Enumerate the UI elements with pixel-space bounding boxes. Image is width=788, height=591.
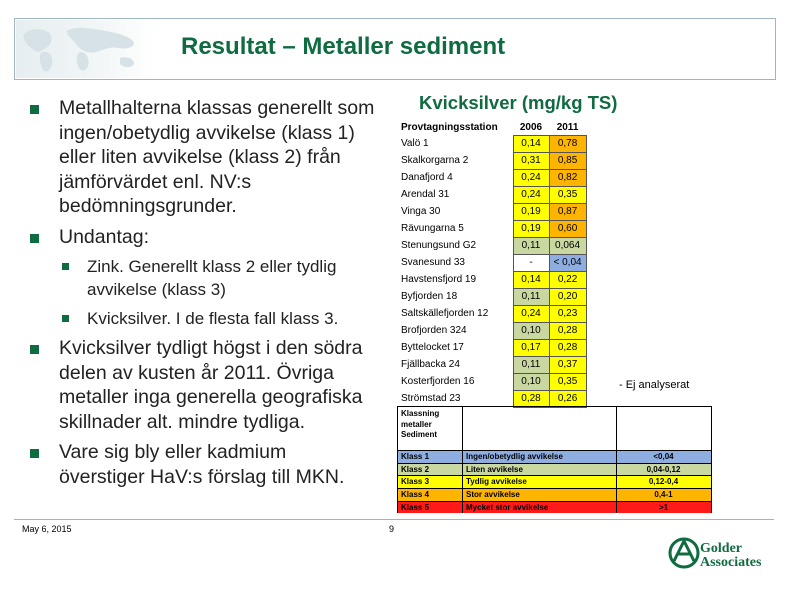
table-row	[397, 322, 586, 339]
value-2006: 0,11	[513, 288, 549, 305]
legend-row	[398, 475, 711, 488]
bullet-list	[30, 96, 375, 495]
golder-logo-icon	[668, 535, 700, 571]
value-2006: 0,14	[513, 271, 549, 288]
value-2011: 0,37	[549, 356, 586, 373]
legend-description: Mycket stor avvikelse	[466, 502, 549, 512]
legend-class: Klass 5	[401, 502, 430, 512]
table-row	[397, 135, 586, 152]
station-name: Brofjorden 324	[401, 325, 467, 336]
value-2011: 0,87	[549, 203, 586, 220]
not-analysed-note: - Ej analyserat	[619, 379, 690, 391]
value-2011: 0,26	[549, 390, 586, 407]
page-number: 9	[389, 524, 395, 534]
bullet-square-icon	[30, 105, 39, 114]
legend-range: >1	[658, 502, 669, 512]
logo-text-associates: Associates	[700, 555, 762, 570]
legend-range: 0,4-1	[654, 490, 673, 500]
value-2011: 0,20	[549, 288, 586, 305]
table-row	[397, 271, 586, 288]
station-name: Byttelocket 17	[401, 342, 464, 353]
bullet-square-icon	[62, 263, 69, 270]
value-2011: 0,28	[549, 339, 586, 356]
table-row	[397, 220, 586, 237]
table-row	[397, 288, 586, 305]
mercury-table-title: Kvicksilver (mg/kg TS)	[419, 92, 618, 113]
value-2011: 0,28	[549, 322, 586, 339]
world-map-graphic	[16, 20, 156, 78]
legend-class: Klass 2	[401, 464, 430, 474]
mercury-table	[397, 120, 587, 408]
value-2006: -	[513, 254, 549, 271]
table-row	[397, 186, 586, 203]
station-name: Rävungarna 5	[401, 223, 464, 234]
value-2011: < 0,04	[549, 254, 586, 271]
value-2011: 0,064	[549, 237, 586, 254]
station-name: Skalkorgarna 2	[401, 155, 469, 166]
station-name: Valö 1	[401, 138, 429, 149]
bullet-square-icon	[30, 234, 39, 243]
value-2006: 0,24	[513, 169, 549, 186]
table-row	[397, 356, 586, 373]
column-header-2011: 2011	[556, 121, 579, 133]
station-name: Vinga 30	[401, 206, 441, 217]
value-2006: 0,11	[513, 356, 549, 373]
footer-date: May 6, 2015	[22, 524, 72, 534]
value-2011: 0,35	[549, 373, 586, 390]
bullet-item: Metallhalterna klassas generellt som ingen/obetydlig avvikelse (klass 1) eller liten avvikelse (klass 2) från jämförvärdet enl. NV:s bedömningsgrunder.	[30, 96, 375, 219]
sub-bullet-item: Zink. Generellt klass 2 eller tydlig avvikelse (klass 3)	[62, 255, 375, 301]
value-2011: 0,60	[549, 220, 586, 237]
station-name: Saltskällefjorden 12	[401, 308, 489, 319]
legend-range: 0,04-0,12	[646, 464, 681, 474]
legend-description: Liten avvikelse	[466, 464, 523, 474]
legend-class: Klass 4	[401, 490, 430, 500]
value-2006: 0,10	[513, 373, 549, 390]
station-name: Svanesund 33	[401, 257, 465, 268]
legend-range: <0,04	[653, 452, 674, 461]
value-2011: 0,22	[549, 271, 586, 288]
station-name: Danafjord 4	[401, 172, 453, 183]
station-name: Stenungsund G2	[401, 240, 477, 251]
station-name: Havstensfjord 19	[401, 274, 477, 285]
bullet-square-icon	[62, 315, 69, 322]
bullet-item: Kvicksilver tydligt högst i den södra delen av kusten år 2011. Övriga metaller inga generella geografiska skillnader alt. mindre tydliga.	[30, 336, 375, 434]
table-row	[397, 373, 586, 390]
table-header-row	[397, 120, 586, 135]
value-2006: 0,17	[513, 339, 549, 356]
value-2006: 0,19	[513, 203, 549, 220]
legend-description: Stor avvikelse	[466, 490, 520, 500]
legend-class: Klass 3	[401, 477, 430, 487]
bullet-item: Vare sig bly eller kadmium överstiger HaV:s förslag till MKN.	[30, 440, 375, 489]
station-name: Kosterfjorden 16	[401, 376, 475, 387]
value-2006: 0,24	[513, 186, 549, 203]
value-2006: 0,19	[513, 220, 549, 237]
golder-logo	[668, 535, 776, 579]
bullet-square-icon	[30, 345, 39, 354]
table-row	[397, 254, 586, 271]
logo-text-golder: Golder	[700, 541, 742, 556]
page-title: Resultat – Metaller sediment	[181, 33, 506, 60]
slide-header	[14, 18, 776, 80]
value-2011: 0,82	[549, 169, 586, 186]
value-2011: 0,23	[549, 305, 586, 322]
table-row	[397, 152, 586, 169]
legend-row	[398, 501, 711, 514]
legend-row	[398, 488, 711, 501]
station-name: Arendal 31	[401, 189, 450, 200]
value-2011: 0,78	[549, 135, 586, 152]
column-header-station: Provtagningsstation	[401, 122, 498, 133]
station-name: Byfjorden 18	[401, 291, 458, 302]
table-row	[397, 305, 586, 322]
station-name: Strömstad 23	[401, 393, 461, 404]
legend-description: Ingen/obetydlig avvikelse	[466, 452, 563, 461]
value-2011: 0,85	[549, 152, 586, 169]
table-row	[397, 203, 586, 220]
column-header-2006: 2006	[519, 121, 543, 133]
legend-header: Klassning metaller Sediment	[401, 409, 440, 439]
table-row	[397, 339, 586, 356]
value-2006: 0,28	[513, 390, 549, 407]
table-row	[397, 169, 586, 186]
sub-bullet-item: Kvicksilver. I de flesta fall klass 3.	[62, 307, 375, 330]
value-2006: 0,11	[513, 237, 549, 254]
bullet-item: Undantag:	[30, 225, 375, 250]
footer-divider	[14, 519, 774, 520]
value-2006: 0,10	[513, 322, 549, 339]
bullet-square-icon	[30, 449, 39, 458]
legend-range: 0,12-0,4	[648, 477, 679, 487]
value-2006: 0,24	[513, 305, 549, 322]
table-row	[397, 390, 586, 407]
table-row	[397, 237, 586, 254]
value-2006: 0,31	[513, 152, 549, 169]
legend-row	[398, 450, 711, 463]
value-2006: 0,14	[513, 135, 549, 152]
legend-class: Klass 1	[401, 452, 430, 461]
legend-row	[398, 463, 711, 476]
classification-legend	[397, 406, 712, 513]
legend-description: Tydlig avvikelse	[466, 477, 527, 487]
station-name: Fjällbacka 24	[401, 359, 460, 370]
value-2011: 0,35	[549, 186, 586, 203]
